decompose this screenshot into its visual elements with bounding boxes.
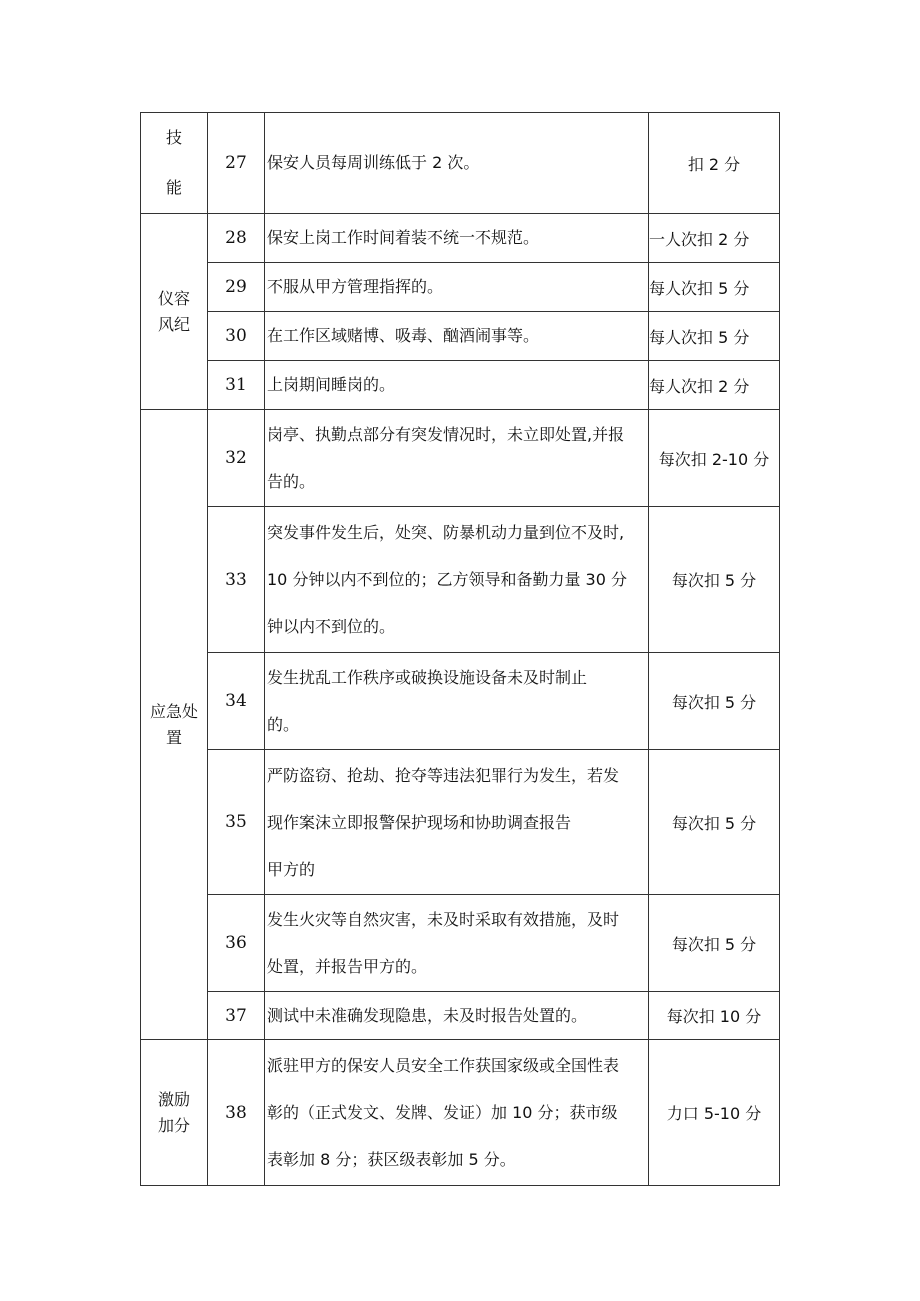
table-row bbox=[141, 312, 780, 361]
item-description: 发生火灾等自然灾害，未及时采取有效措施，及时 处置，并报告甲方的。 bbox=[265, 895, 649, 992]
evaluation-table bbox=[140, 112, 780, 1186]
table-row bbox=[141, 1040, 780, 1186]
table-row bbox=[141, 895, 780, 992]
item-description: 突发事件发生后，处突、防暴机动力量到位不及时, 10 分钟以内不到位的；乙方领导和备勤力量 30 分 钟以内不到位的。 bbox=[265, 507, 649, 653]
penalty: 每人次扣 5 分 bbox=[649, 263, 780, 312]
item-number: 33 bbox=[208, 507, 265, 653]
item-description: 保安人员每周训练低于 2 次。 bbox=[265, 113, 649, 214]
category-label: 应急处 bbox=[149, 701, 198, 721]
category-label: 仪容 bbox=[157, 288, 190, 308]
item-number: 32 bbox=[208, 410, 265, 507]
penalty: 扣 2 分 bbox=[649, 113, 780, 214]
table-row bbox=[141, 410, 780, 507]
penalty: 每人次扣 5 分 bbox=[649, 312, 780, 361]
table-row bbox=[141, 507, 780, 653]
penalty: 每次扣 5 分 bbox=[649, 653, 780, 750]
item-number: 38 bbox=[208, 1040, 265, 1186]
table-row bbox=[141, 113, 780, 214]
category-cell bbox=[141, 410, 208, 1040]
category-label: 置 bbox=[165, 727, 182, 747]
category-label: 激励 bbox=[157, 1089, 190, 1109]
table-row bbox=[141, 653, 780, 750]
item-description: 严防盗窃、抢劫、抢夺等违法犯罪行为发生，若发 现作案沫立即报警保护现场和协助调查报告 甲方的 bbox=[265, 750, 649, 895]
penalty: 每次扣 2-10 分 bbox=[649, 410, 780, 507]
item-number: 29 bbox=[208, 263, 265, 312]
penalty: 每次扣 10 分 bbox=[649, 992, 780, 1040]
table-row bbox=[141, 750, 780, 895]
penalty: 力口 5-10 分 bbox=[649, 1040, 780, 1186]
category-label: 风纪 bbox=[157, 314, 190, 334]
table-row bbox=[141, 263, 780, 312]
category-cell bbox=[141, 113, 208, 214]
item-description: 保安上岗工作时间着装不统一不规范。 bbox=[265, 214, 649, 263]
item-description: 测试中未准确发现隐患，未及时报告处置的。 bbox=[265, 992, 649, 1040]
item-number: 30 bbox=[208, 312, 265, 361]
item-number: 28 bbox=[208, 214, 265, 263]
item-number: 31 bbox=[208, 361, 265, 410]
item-description: 上岗期间睡岗的。 bbox=[265, 361, 649, 410]
item-number: 37 bbox=[208, 992, 265, 1040]
item-description: 在工作区域赌博、吸毒、酗酒闹事等。 bbox=[265, 312, 649, 361]
penalty: 每次扣 5 分 bbox=[649, 750, 780, 895]
item-number: 34 bbox=[208, 653, 265, 750]
penalty: 每次扣 5 分 bbox=[649, 507, 780, 653]
item-number: 35 bbox=[208, 750, 265, 895]
item-number: 36 bbox=[208, 895, 265, 992]
item-description: 派驻甲方的保安人员安全工作获国家级或全国性表 彰的（正式发文、发牌、发证）加 10 分；获市级 表彰加 8 分；获区级表彰加 5 分。 bbox=[265, 1040, 649, 1186]
table-row bbox=[141, 361, 780, 410]
item-description: 不服从甲方管理指挥的。 bbox=[265, 263, 649, 312]
penalty: 每人次扣 2 分 bbox=[649, 361, 780, 410]
penalty: 每次扣 5 分 bbox=[649, 895, 780, 992]
category-label: 技 bbox=[165, 128, 182, 147]
item-number: 27 bbox=[208, 113, 265, 214]
category-cell bbox=[141, 1040, 208, 1186]
item-description: 发生扰乱工作秩序或破换设施设备未及时制止 的。 bbox=[265, 653, 649, 750]
category-label: 加分 bbox=[157, 1115, 190, 1135]
category-cell bbox=[141, 214, 208, 410]
table-row bbox=[141, 992, 780, 1040]
item-description: 岗亭、执勤点部分有突发情况时，未立即处置,并报 告的。 bbox=[265, 410, 649, 507]
penalty: 一人次扣 2 分 bbox=[649, 214, 780, 263]
table-row bbox=[141, 214, 780, 263]
category-label: 能 bbox=[165, 178, 182, 197]
